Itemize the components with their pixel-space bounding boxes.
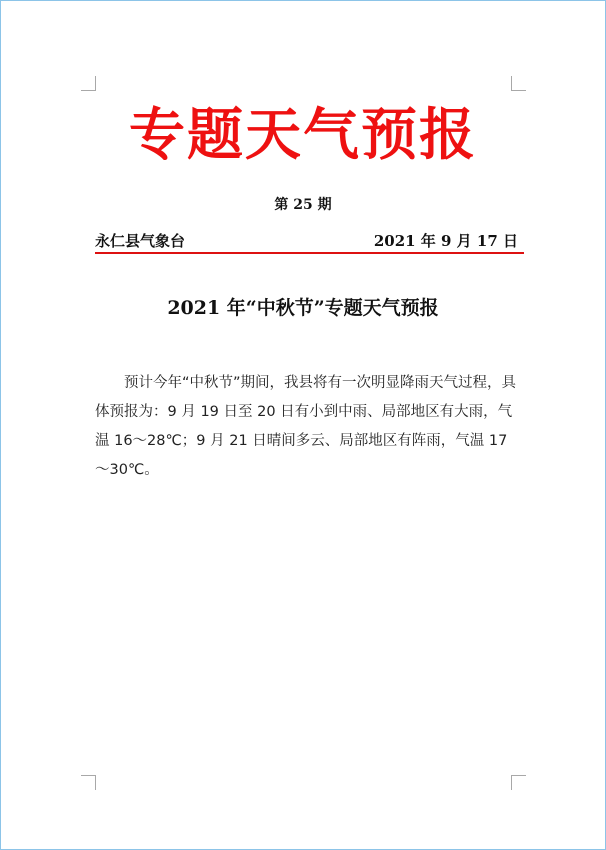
margin-corner-mark-top-right	[511, 76, 526, 91]
margin-corner-mark-bottom-right	[511, 775, 526, 790]
forecast-headline: 2021 年“中秋节”专题天气预报	[167, 297, 439, 319]
forecast-body-paragraph: 预计今年“中秋节”期间，我县将有一次明显降雨天气过程，具体预报为：9 月 19 日至 20 日有小到中雨、局部地区有大雨，气温 16～28℃；9 月 21 日晴间多云、局部地区有阵雨，气温 17～30℃。	[95, 375, 517, 478]
masthead-title: 专题天气预报	[129, 102, 477, 168]
organization-name: 永仁县气象台	[95, 232, 186, 250]
red-divider-rule	[95, 252, 524, 254]
margin-corner-mark-top-left	[81, 76, 96, 91]
margin-corner-mark-bottom-left	[81, 775, 96, 790]
header-meta-row	[95, 230, 524, 250]
issue-date: 2021 年 9 月 17 日	[373, 232, 518, 250]
issue-number: 第 25 期	[274, 197, 332, 213]
